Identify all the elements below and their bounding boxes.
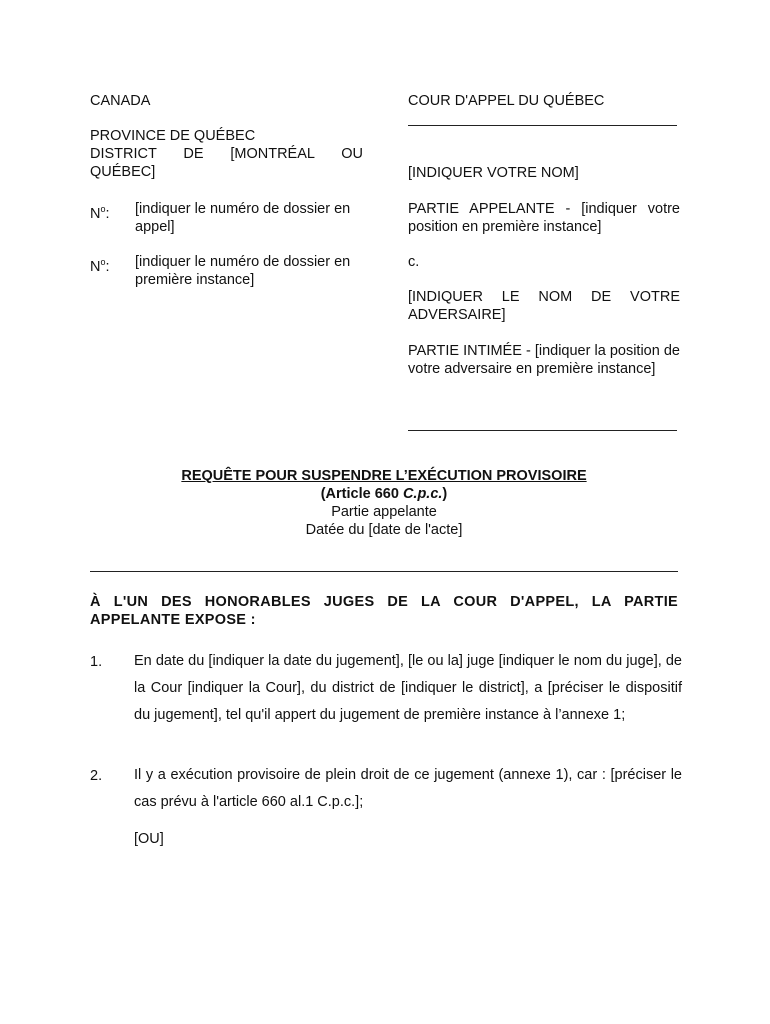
alternative-marker: [OU]: [134, 831, 164, 847]
header-bottom-rule: [408, 430, 677, 431]
district-label: DISTRICT DE [MONTRÉAL OU QUÉBEC]: [90, 146, 363, 180]
appellant-name: [INDIQUER VOTRE NOM]: [408, 165, 579, 181]
paragraph-text: Il y a exécution provisoire de plein droit de ce jugement (annexe 1), car : [préciser le cas prévu à l'article 660 al.1 C.p.c.];: [134, 767, 682, 810]
paragraph-number: 2.: [90, 768, 103, 784]
file-appeal-number: [indiquer le numéro de dossier en appel]: [135, 201, 351, 235]
article-reference: [90, 485, 678, 503]
versus-label: c.: [408, 254, 420, 270]
document-title: REQUÊTE POUR SUSPENDRE L’EXÉCUTION PROVISOIRE: [181, 468, 587, 484]
article-open: (Article 660: [320, 486, 403, 502]
superscript-o: o: [100, 257, 106, 267]
file-appeal-label-text: N: [90, 205, 101, 222]
country-label: CANADA: [90, 93, 151, 109]
appellant-role: PARTIE APPELANTE - [indiquer votre position en première instance]: [408, 201, 680, 235]
province-label: PROVINCE DE QUÉBEC: [90, 128, 256, 144]
title-block: [90, 467, 678, 539]
paragraph-text: En date du [indiquer la date du jugement], [le ou la] juge [indiquer le nom du juge], de la Cour [indiquer la Cour], du district de [indiquer le district], a [préciser le dispositif du jugement], tel qu'il appert du jugement de première instance à l’annexe 1;: [134, 653, 682, 723]
court-underline: [408, 125, 677, 126]
article-code: C.p.c.: [402, 486, 443, 502]
paragraph-number: 1.: [90, 654, 103, 670]
superscript-o: o: [100, 204, 106, 214]
respondent-role: PARTIE INTIMÉE - [indiquer la position de votre adversaire en première instance]: [408, 343, 680, 377]
party-label: Partie appelante: [331, 504, 437, 520]
file-first-instance-number: [indiquer le numéro de dossier en première instance]: [135, 254, 351, 288]
respondent-name: [INDIQUER LE NOM DE VOTRE ADVERSAIRE]: [408, 289, 680, 323]
court-name: COUR D'APPEL DU QUÉBEC: [408, 93, 605, 109]
title-bottom-rule: [90, 571, 678, 572]
file-first-instance-label: $N^o$:: [90, 257, 110, 275]
court-address: À L'UN DES HONORABLES JUGES DE LA COUR D'APPEL, LA PARTIE APPELANTE EXPOSE :: [90, 594, 678, 628]
date-label: Datée du [date de l'acte]: [305, 522, 463, 538]
article-close: ): [442, 486, 448, 502]
file-appeal-label: $N^o$:: [90, 204, 110, 222]
file-first-instance-label-text: N: [90, 258, 101, 275]
